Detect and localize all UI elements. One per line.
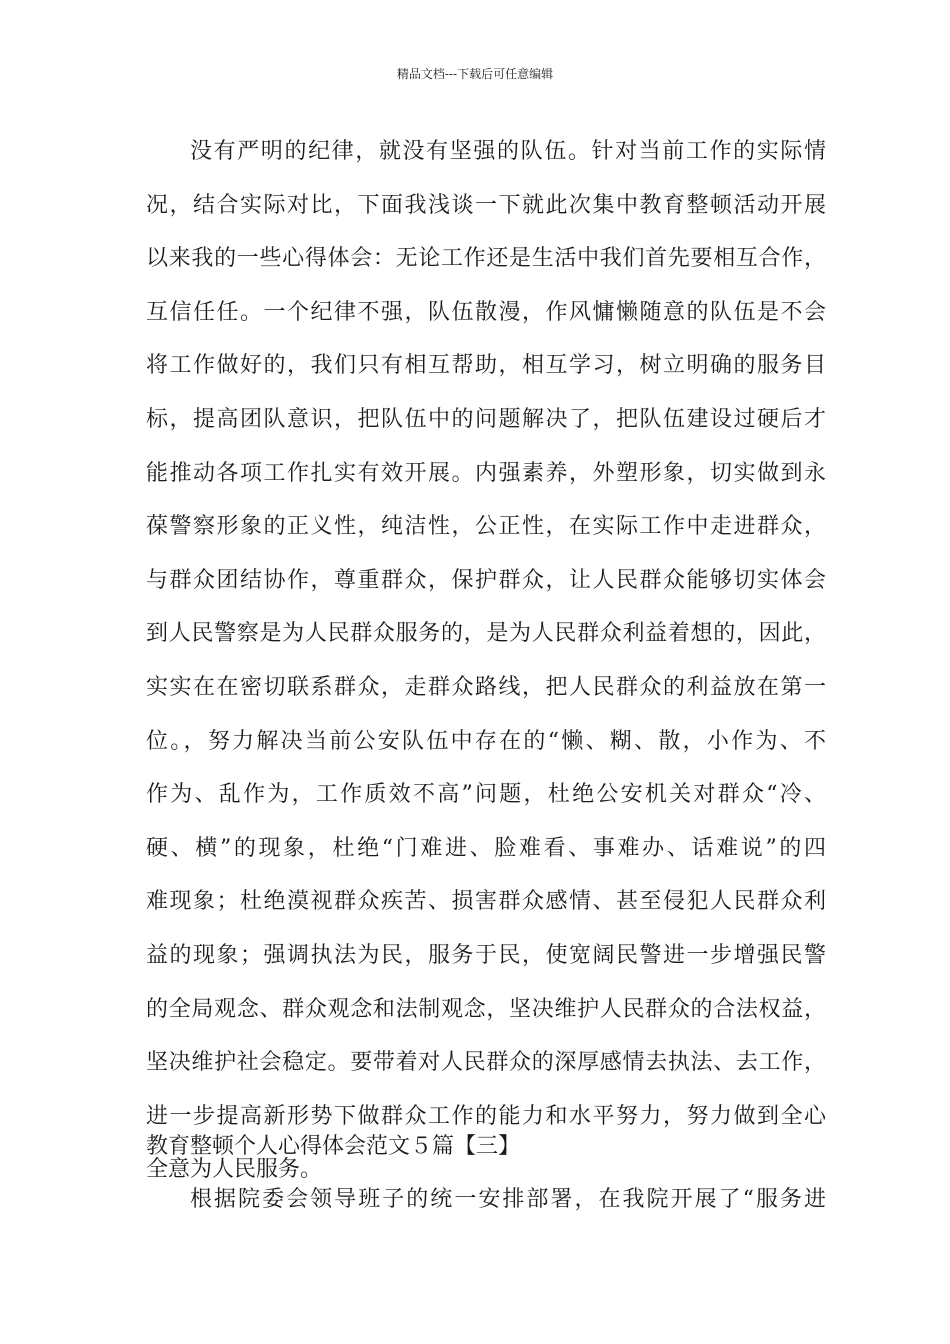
page-header: 精品文档---下载后可任意编辑 [396, 67, 554, 81]
paragraph-line: 进一步提高新形势下做群众工作的能力和水平努力，努力做到全心 [146, 1103, 826, 1129]
paragraph-2-first-line: 根据院委会领导班子的统一安排部署，在我院开展了“服务进 [190, 1187, 826, 1212]
paragraph-line: 硬、横”的现象，杜绝“门难进、脸难看、事难办、话难说”的四 [146, 835, 826, 861]
paragraph-line: 葆警察形象的正义性，纯洁性，公正性，在实际工作中走进群众， [146, 514, 826, 540]
paragraph-line: 位。，努力解决当前公安队伍中存在的“懒、糊、散，小作为、不 [146, 728, 826, 754]
paragraph-line: 没有严明的纪律，就没有坚强的队伍。针对当前工作的实际情 [190, 139, 826, 164]
paragraph-line: 作为、乱作为，工作质效不高”问题，杜绝公安机关对群众“冷、 [146, 782, 826, 808]
section-heading: 教育整顿个人心得体会范文５篇【三】 [146, 1134, 521, 1159]
paragraph-line: 难现象；杜绝漠视群众疾苦、损害群众感情、甚至侵犯人民群众利 [146, 889, 826, 915]
paragraph-line: 以来我的一些心得体会：无论工作还是生活中我们首先要相互合作， [146, 246, 826, 272]
paragraph-line: 坚决维护社会稳定。要带着对人民群众的深厚感情去执法、去工作， [146, 1050, 826, 1076]
paragraph-line: 的全局观念、群众观念和法制观念，坚决维护人民群众的合法权益， [146, 996, 826, 1022]
paragraph-line: 到人民警察是为人民群众服务的，是为人民群众利益着想的，因此， [146, 621, 826, 647]
paragraph-line: 益的现象；强调执法为民，服务于民，使宽阔民警进一步增强民警 [146, 942, 826, 968]
paragraph-line: 全意为人民服务。 [146, 1157, 323, 1183]
paragraph-line: 互信任任。一个纪律不强，队伍散漫，作风慵懒随意的队伍是不会 [146, 299, 826, 325]
paragraph-line: 将工作做好的，我们只有相互帮助，相互学习，树立明确的服务目 [146, 353, 826, 379]
paragraph-line: 能推动各项工作扎实有效开展。内强素养，外塑形象，切实做到永 [146, 460, 826, 486]
paragraph-line: 况，结合实际对比，下面我浅谈一下就此次集中教育整顿活动开展 [146, 192, 826, 218]
paragraph-1 [146, 132, 826, 1204]
paragraph-line: 与群众团结协作，尊重群众，保护群众，让人民群众能够切实体会 [146, 567, 826, 593]
paragraph-line: 实实在在密切联系群众，走群众路线，把人民群众的利益放在第一 [146, 674, 826, 700]
paragraph-line: 标，提高团队意识，把队伍中的问题解决了，把队伍建设过硬后才 [146, 406, 826, 432]
